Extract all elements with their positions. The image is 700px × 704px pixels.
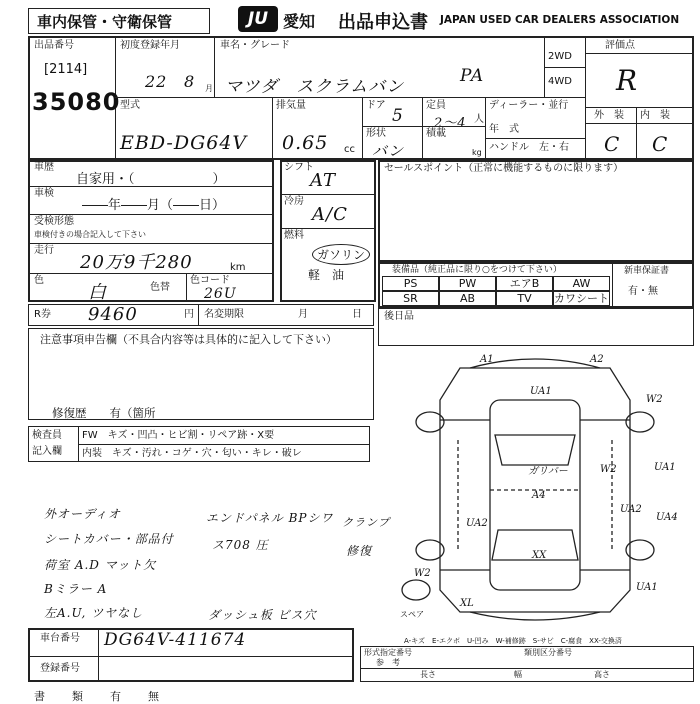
mark-a4: A4 — [532, 490, 546, 501]
equipment-item: PW — [439, 276, 496, 291]
inspection-value: ――年――月（――日） — [82, 198, 226, 213]
name-change-day: 日 — [352, 309, 362, 320]
model-label: 型式 — [120, 100, 140, 111]
mileage-unit: km — [230, 262, 246, 273]
equipment-item: SR — [382, 291, 439, 306]
note-line-2c: 修復 — [346, 544, 373, 558]
first-reg-year: 22 — [145, 72, 168, 91]
receipt-label: 受検形態 — [34, 216, 74, 227]
shape-label: 形状 — [366, 128, 386, 139]
sales-point-block — [378, 160, 694, 262]
name-change-label: 名変期限 — [204, 309, 244, 320]
capacity-label: 定員 — [426, 100, 446, 111]
height-label: 高さ — [594, 670, 610, 679]
warranty-label: 新車保証書 — [624, 266, 670, 276]
rear-item-block — [378, 308, 694, 346]
r-ticket-row — [28, 304, 374, 326]
rear-item-label: 後日品 — [384, 311, 414, 322]
car-grade: PA — [460, 66, 485, 86]
form-ref: 参 考 — [376, 658, 400, 667]
doors-value: 5 — [392, 106, 404, 126]
form-title: 出品申込書 — [338, 12, 428, 33]
lot-number: 35080 — [32, 88, 121, 116]
load-label: 積載 — [426, 128, 446, 139]
note-line-1b: エンドパネル BPシワ — [206, 511, 334, 525]
r-ticket-label: R券 — [34, 309, 51, 320]
mark-ua1-bottom: UA1 — [636, 582, 658, 593]
receipt-note: 車検付きの場合記入して下さい — [34, 230, 146, 239]
form-number-label: 形式指定番号 — [364, 648, 412, 657]
dealer-label: ディーラー・並行 — [489, 100, 569, 111]
steering-label: ハンドル 左・右 — [489, 142, 569, 153]
equipment-item: PS — [382, 276, 439, 291]
caution-label: 注意事項申告欄（不具合内容等は具体的に記入して下さい） — [40, 333, 337, 346]
mark-ua4: UA4 — [656, 512, 678, 523]
interior-grade: C — [652, 132, 669, 156]
equipment-item: TV — [496, 291, 553, 306]
note-line-2b: ス708 圧 — [212, 538, 269, 552]
reg-number-label: 登録番号 — [40, 663, 80, 674]
logo-text: JU — [247, 9, 269, 29]
shift-value: AT — [310, 170, 337, 191]
form-subtitle: JAPAN USED CAR DEALERS ASSOCIATION — [440, 14, 680, 26]
equipment-label: 装備品（純正品に限り○をつけて下さい） — [392, 265, 562, 275]
inspector-label: 検査員 — [32, 430, 62, 441]
aircon-label: 冷房 — [284, 196, 304, 207]
displacement-value: 0.65 — [282, 132, 329, 154]
mark-ua2-right: UA2 — [620, 504, 642, 515]
displacement-label: 排気量 — [276, 100, 306, 111]
model-value: EBD-DG64V — [120, 132, 248, 154]
width-label: 幅 — [514, 670, 522, 679]
brand-name: 愛知 — [283, 12, 316, 31]
model-year-label: 年 式 — [489, 124, 519, 135]
exterior-grade: C — [604, 132, 621, 156]
drive-2wd: 2WD — [548, 51, 572, 62]
logo-mark — [238, 6, 278, 32]
inspection-row-1: FW キズ・凹凸・ヒビ割・リペア跡・X要 — [82, 430, 275, 441]
history-value: 自家用・（ ） — [76, 172, 226, 187]
fuel-gas: ガソリン — [312, 244, 370, 265]
interior-label: 内 装 — [640, 110, 670, 121]
storage-label: 車内保管・守衛保管 — [37, 13, 173, 31]
equipment-item: エアB — [496, 276, 553, 291]
spare-label: スペア — [400, 610, 424, 619]
note-line-3: 荷室 A.D マット欠 — [44, 558, 157, 572]
color-code-value: 26U — [204, 286, 237, 302]
mark-a1: A1 — [480, 354, 494, 365]
history-label: 車歴 — [34, 162, 54, 173]
color-change-label: 色替 — [150, 282, 170, 293]
capacity-value: 2～4 — [434, 116, 467, 131]
note-line-1: 外オーディオ — [44, 507, 122, 521]
mark-ua1-side: UA1 — [654, 462, 676, 473]
mark-w2-top: W2 — [646, 394, 663, 405]
mark-ua1-top: UA1 — [530, 386, 552, 397]
equipment-item: カワシート — [554, 292, 609, 305]
chassis-value: DG64V-411674 — [104, 630, 247, 650]
shift-label: シフト — [284, 162, 314, 173]
load-unit: kg — [472, 148, 482, 157]
exterior-label: 外 装 — [594, 110, 624, 121]
footer-label: 書 類 有 無 — [34, 690, 167, 703]
capacity-unit: 人 — [474, 114, 484, 125]
rating-label: 評価点 — [605, 40, 635, 51]
damage-legend: A-キズ E-エクボ U-凹み W-補修跡 S-サビ C-腐食 XX-交換済 — [404, 637, 622, 645]
equipment-item: AB — [439, 291, 496, 306]
note-line-4: Bミラー A — [44, 582, 108, 596]
mileage-label: 走行 — [34, 245, 54, 256]
note-line-5: 左A.U, ツヤなし — [44, 606, 144, 620]
equipment-item: AW — [553, 276, 610, 291]
first-reg-label: 初度登録年月 — [120, 40, 180, 51]
rating-score: R — [616, 64, 639, 97]
drive-4wd: 4WD — [548, 76, 572, 87]
lot-sub-number: [2114] — [44, 62, 88, 77]
mark-gulliver: ガリバー — [528, 466, 568, 477]
car-name: マツダ スクラムバン — [225, 77, 405, 97]
storage-label-box — [28, 8, 210, 34]
mileage-value: 20万9千280 — [80, 252, 193, 273]
month-unit: 月 — [205, 84, 213, 93]
repair-label: 修復歴 有（箇所 — [52, 406, 156, 420]
r-ticket-yen: 円 — [184, 309, 194, 320]
cc-unit: cc — [344, 144, 355, 155]
mark-ua2-left: UA2 — [466, 518, 488, 529]
r-ticket-value: 9460 — [88, 304, 138, 325]
entry-label: 記入欄 — [32, 446, 62, 457]
mark-w2-side: W2 — [600, 464, 617, 475]
length-label: 長さ — [420, 670, 436, 679]
color-value: 白 — [88, 282, 107, 303]
mark-a2: A2 — [590, 354, 604, 365]
mark-xl: XL — [460, 598, 474, 609]
mark-xx: XX — [532, 550, 547, 561]
color-label: 色 — [34, 275, 44, 286]
inspection-row-2: 内装 キズ・汚れ・コゲ・穴・匂い・キレ・破レ — [82, 448, 302, 459]
aircon-value: A/C — [312, 204, 348, 225]
lot-label: 出品番号 — [34, 40, 74, 51]
doors-label: ドア — [366, 100, 386, 111]
name-change-month: 月 — [298, 309, 308, 320]
inspection-label: 車検 — [34, 188, 54, 199]
note-line-1c: クランプ — [342, 516, 390, 529]
note-line-2: シートカバー・部品付 — [44, 532, 174, 546]
warranty-value: 有・無 — [628, 286, 658, 297]
mark-w2-bottom: W2 — [414, 568, 431, 579]
fuel-label: 燃料 — [284, 230, 304, 241]
class-number-label: 類別区分番号 — [524, 648, 572, 657]
chassis-label: 車台番号 — [40, 633, 80, 644]
sales-point-label: セールスポイント（正常に機能するものに限ります） — [384, 163, 624, 174]
note-line-5b: ダッシュ板 ビス穴 — [208, 608, 317, 622]
fuel-light: 軽 油 — [308, 268, 345, 282]
color-code-label: 色コード — [190, 275, 230, 286]
car-name-label: 車名・グレード — [220, 40, 290, 51]
car-damage-diagram — [400, 350, 680, 625]
first-reg-month: 8 — [184, 72, 196, 91]
shape-value: バン — [372, 142, 405, 160]
